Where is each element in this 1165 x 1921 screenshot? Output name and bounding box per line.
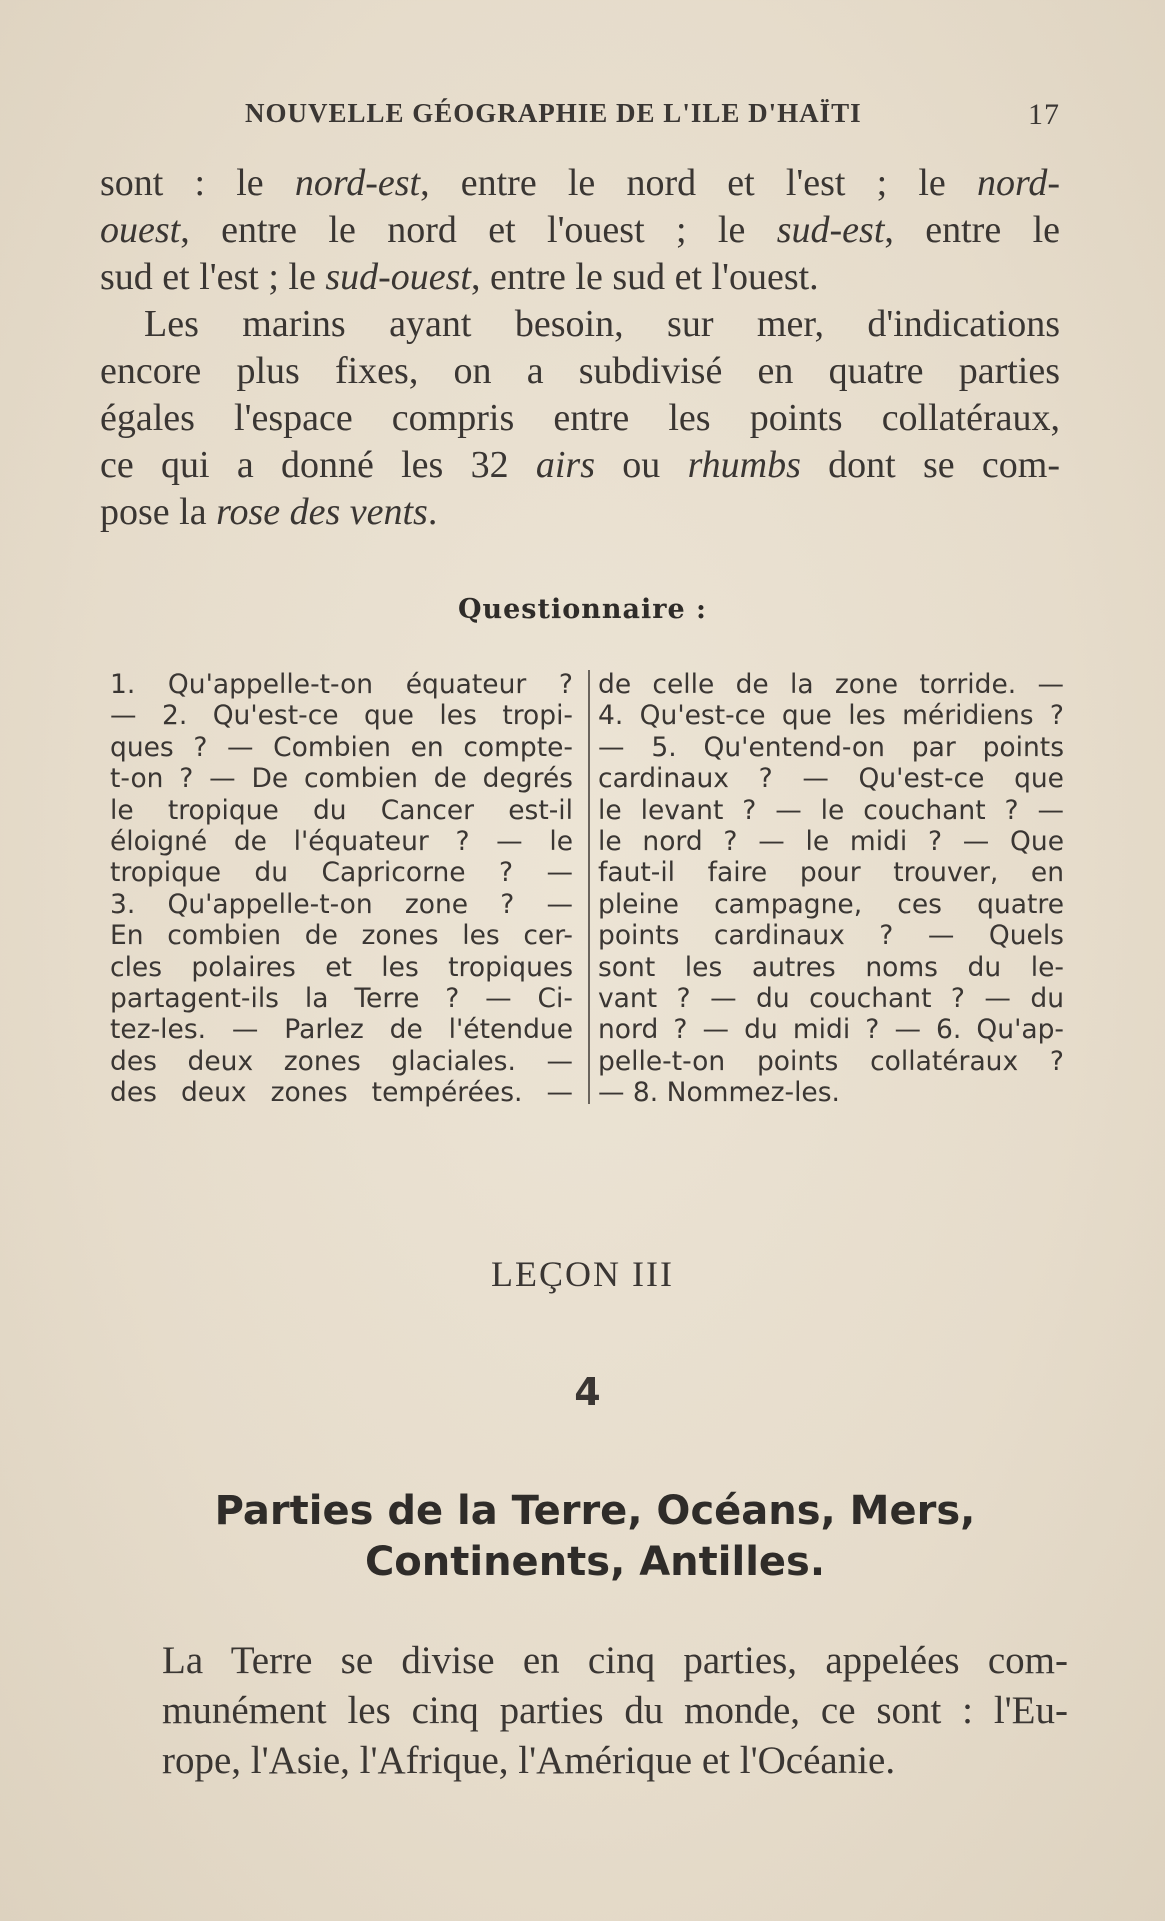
question-line: — 8. Nommez-les. xyxy=(598,1077,840,1109)
question-line: des deux zones glaciales. — xyxy=(110,1045,573,1077)
lesson-title: LEÇON III xyxy=(491,1254,674,1294)
question-line: le levant ? — le couchant ? — xyxy=(598,794,1064,826)
question-line: En combien de zones les cer- xyxy=(110,920,573,952)
text-line: Les marins ayant besoin, sur mer, d'indications xyxy=(144,303,1060,345)
questionnaire-left-column xyxy=(110,669,573,1109)
column-divider xyxy=(588,670,590,1104)
chapter-heading-line: Parties de la Terre, Océans, Mers, xyxy=(214,1488,976,1534)
chapter-heading xyxy=(150,1486,1040,1588)
question-line: faut-il faire pour trouver, en xyxy=(598,857,1064,889)
question-line: cles polaires et les tropiques xyxy=(110,951,573,983)
text-line: pose la rose des vents. xyxy=(100,491,438,533)
questionnaire-heading: Questionnaire : xyxy=(457,594,708,625)
question-line: vant ? — du couchant ? — du xyxy=(598,983,1064,1015)
question-line: nord ? — du midi ? — 6. Qu'ap- xyxy=(598,1014,1064,1046)
question-line: sont les autres noms du le- xyxy=(598,951,1064,983)
text-line: ouest, entre le nord et l'ouest ; le sud-est, entre le xyxy=(100,209,1060,251)
question-line: t-on ? — De combien de degrés xyxy=(110,763,573,795)
question-line: tropique du Capricorne ? — xyxy=(110,857,573,889)
question-line: le nord ? — le midi ? — Que xyxy=(598,826,1064,858)
chapter-heading-line: Continents, Antilles. xyxy=(364,1539,826,1585)
question-line: cardinaux ? — Qu'est-ce que xyxy=(598,763,1064,795)
page-number: 17 xyxy=(1028,98,1060,131)
text-line: sud et l'est ; le sud-ouest, entre le sud et l'ouest. xyxy=(100,256,819,298)
question-line: 4. Qu'est-ce que les méridiens ? xyxy=(598,700,1064,732)
text-line: munément les cinq parties du monde, ce sont : l'Eu- xyxy=(162,1689,1068,1732)
question-line: — 2. Qu'est-ce que les tropi- xyxy=(110,700,573,732)
question-line: 1. Qu'appelle-t-on équateur ? xyxy=(110,669,573,700)
paragraph-cardinal-directions xyxy=(100,160,1060,301)
question-line: pelle-t-on points collatéraux ? xyxy=(598,1045,1064,1077)
question-line: partagent-ils la Terre ? — Ci- xyxy=(110,983,573,1015)
questionnaire-right-column xyxy=(598,669,1064,1109)
question-line: points cardinaux ? — Quels xyxy=(598,920,1064,952)
question-line: le tropique du Cancer est-il xyxy=(110,794,573,826)
paragraph-compass-rose xyxy=(100,301,1060,536)
text-line: égales l'espace compris entre les points collatéraux, xyxy=(100,397,1060,439)
question-line: éloigné de l'équateur ? — le xyxy=(110,826,573,858)
text-line: La Terre se divise en cinq parties, appelées com- xyxy=(162,1639,1068,1682)
question-line: tez-les. — Parlez de l'étendue xyxy=(110,1014,573,1046)
question-line: ques ? — Combien en compte- xyxy=(110,731,573,763)
question-line: de celle de la zone torride. — xyxy=(598,669,1064,700)
section-number: 4 xyxy=(574,1370,601,1414)
text-line: ce qui a donné les 32 airs ou rhumbs dont se com- xyxy=(100,444,1061,486)
question-line: 3. Qu'appelle-t-on zone ? — xyxy=(110,888,573,920)
paragraph-parts-of-world xyxy=(162,1636,1068,1786)
text-line: sont : le nord-est, entre le nord et l'est ; le nord- xyxy=(100,162,1060,204)
running-title: NOUVELLE GÉOGRAPHIE DE L'ILE D'HAÏTI xyxy=(245,98,862,128)
question-line: des deux zones tempérées. — xyxy=(110,1077,573,1109)
question-line: pleine campagne, ces quatre xyxy=(598,888,1064,920)
question-line: — 5. Qu'entend-on par points xyxy=(598,731,1064,763)
text-line: encore plus fixes, on a subdivisé en quatre parties xyxy=(100,350,1060,392)
text-line: rope, l'Asie, l'Afrique, l'Amérique et l'Océanie. xyxy=(162,1739,896,1782)
